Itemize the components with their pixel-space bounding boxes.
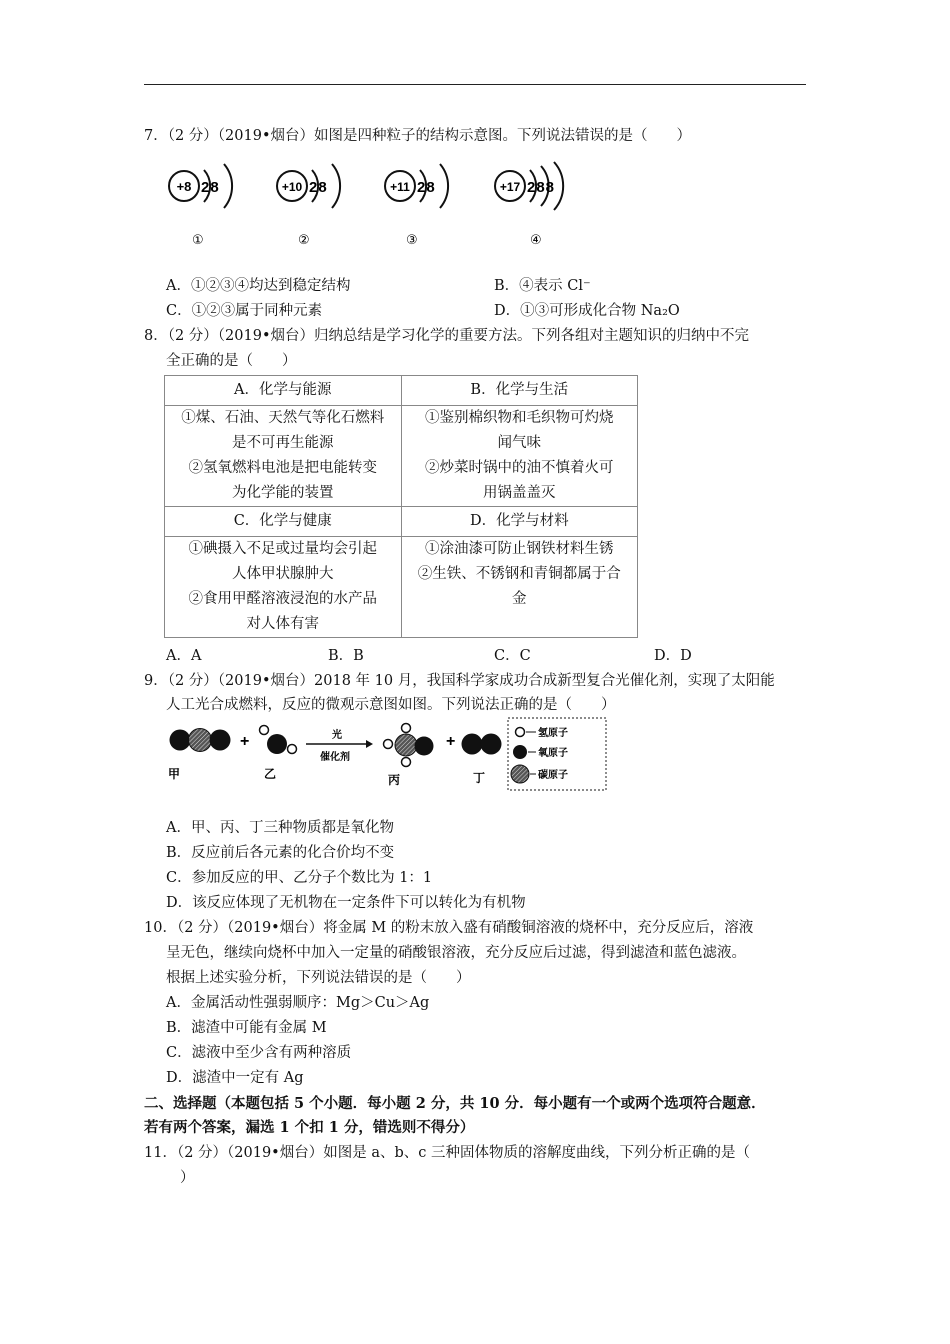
reaction-arrow [306,740,373,748]
particle-2-label: ② [298,232,310,247]
legend-oxygen: 氧原子 [538,748,568,759]
q10-stem-line3: 根据上述实验分析，下列说法错误的是（ ） [166,970,471,986]
q11-stem-line2: ） [180,1170,195,1186]
q7-option-a: A．①②③④均达到稳定结构 [166,278,351,294]
molecule-yi [260,726,297,755]
table-cell-a [165,406,402,507]
particle-3-label: ③ [406,232,418,247]
condition-light: 光 [332,730,342,741]
label-jia: 甲 [168,767,181,781]
particle-4-shells: 288 [527,179,556,196]
cell-c-line: 对人体有害 [246,616,319,632]
particle-1 [169,164,232,247]
particle-3-nucleus: +11 [390,180,410,194]
plus-2: + [446,733,456,750]
q8-summary-table [164,375,638,638]
cell-b-line: ②炒菜时锅中的油不慎着火可 [425,460,614,476]
particle-2-shells: 28 [309,179,328,196]
label-ding: 丁 [473,771,486,785]
q9-option-d: D．该反应体现了无机物在一定条件下可以转化为有机物 [166,895,526,911]
condition-catalyst: 催化剂 [320,752,350,763]
section2-heading-line2: 若有两个答案，漏选 1 个扣 1 分，错选则不得分） [144,1119,475,1136]
legend-box [508,718,606,790]
molecule-jia [170,729,231,752]
q9-option-c: C．参加反应的甲、乙分子个数比为 1：1 [166,870,433,886]
particle-1-shells: 28 [201,179,220,196]
particle-2 [277,164,340,247]
cell-c-line: ②食用甲醛溶液浸泡的水产品 [188,591,377,607]
q7-option-c: C．①②③属于同种元素 [166,303,323,319]
table-cell-c [165,537,402,638]
q8-option-c: C．C [494,648,531,664]
particle-2-nucleus: +10 [281,180,303,194]
particle-1-nucleus: +8 [176,179,192,194]
q7-option-d: D．①③可形成化合物 Na₂O [494,303,680,319]
q8-option-a: A．A [166,648,202,664]
particle-3-shells: 28 [417,179,436,196]
molecule-ding [462,734,502,755]
q10-stem-line2: 呈无色，继续向烧杯中加入一定量的硝酸银溶液，充分反应后过滤，得到滤渣和蓝色滤液。 [166,945,746,961]
table-head-c: C．化学与健康 [165,507,402,537]
q10-stem-line1: 10．（2 分）（2019•烟台）将金属 M 的粉末放入盛有硝酸铜溶液的烧杯中，充分反应后，溶液 [144,920,754,936]
particle-3 [385,164,448,247]
q10-option-b: B．滤渣中可能有金属 M [166,1020,327,1036]
q8-stem-line2: 全正确的是（ ） [166,353,297,369]
cell-c-line: 人体甲状腺肿大 [232,566,334,582]
cell-b-line: 闻气味 [497,435,541,451]
cell-b-line: ①鉴别棉织物和毛织物可灼烧 [425,410,614,426]
q9-stem-line1: 9．（2 分）（2019•烟台）2018 年 10 月，我国科学家成功合成新型复合光催化剂，实现了太阳能 [144,673,775,689]
particle-4-nucleus: +17 [499,180,521,194]
q9-option-a: A．甲、丙、丁三种物质都是氧化物 [166,820,394,836]
label-yi: 乙 [264,767,277,781]
q9-reaction-diagram [160,716,620,798]
label-bing: 丙 [388,773,401,787]
molecule-bing [384,724,434,767]
plus-1: + [240,733,250,750]
cell-a-line: 是不可再生能源 [232,435,334,451]
q8-option-b: B．B [328,648,364,664]
q10-option-c: C．滤液中至少含有两种溶质 [166,1045,352,1061]
q7-particle-diagrams [160,150,580,250]
q10-option-a: A．金属活动性强弱顺序：Mg＞Cu＞Ag [166,995,430,1011]
table-head-b: B．化学与生活 [401,376,638,406]
q9-stem-line2: 人工光合成燃料，反应的微观示意图如图。下列说法正确的是（ ） [166,697,616,713]
q8-stem-line1: 8．（2 分）（2019•烟台）归纳总结是学习化学的重要方法。下列各组对主题知识的归纳中不完 [144,328,750,344]
q10-option-d: D．滤渣中一定有 Ag [166,1070,304,1086]
q8-option-d: D．D [654,648,692,664]
particle-1-label: ① [192,232,204,247]
particle-4 [495,162,563,247]
cell-d-line: 金 [512,591,527,607]
q7-stem: 7．（2 分）（2019•烟台）如图是四种粒子的结构示意图。下列说法错误的是（ ） [144,128,692,144]
q9-option-b: B．反应前后各元素的化合价均不变 [166,845,395,861]
cell-b-line: 用锅盖盖灭 [483,485,556,501]
table-cell-d [401,537,638,638]
cell-c-line: ①碘摄入不足或过量均会引起 [188,541,377,557]
cell-d-line: ①涂油漆可防止钢铁材料生锈 [425,541,614,557]
table-head-d: D．化学与材料 [401,507,638,537]
particle-4-label: ④ [530,232,542,247]
legend-hydrogen: 氢原子 [538,728,568,739]
header-rule [144,84,806,85]
cell-a-line: ①煤、石油、天然气等化石燃料 [181,410,385,426]
cell-a-line: 为化学能的装置 [232,485,334,501]
legend-carbon: 碳原子 [538,770,568,781]
table-head-a: A．化学与能源 [165,376,402,406]
section2-heading-line1: 二、选择题（本题包括 5 个小题．每小题 2 分，共 10 分．每小题有一个或两个选项符合题意． [144,1095,766,1112]
table-cell-b [401,406,638,507]
cell-d-line: ②生铁、不锈钢和青铜都属于合 [417,566,621,582]
q7-option-b: B．④表示 Cl⁻ [494,278,591,294]
q11-stem-line1: 11．（2 分）（2019•烟台）如图是 a、b、c 三种固体物质的溶解度曲线，下列分析正确的是（ [144,1145,751,1161]
cell-a-line: ②氢氧燃料电池是把电能转变 [188,460,377,476]
